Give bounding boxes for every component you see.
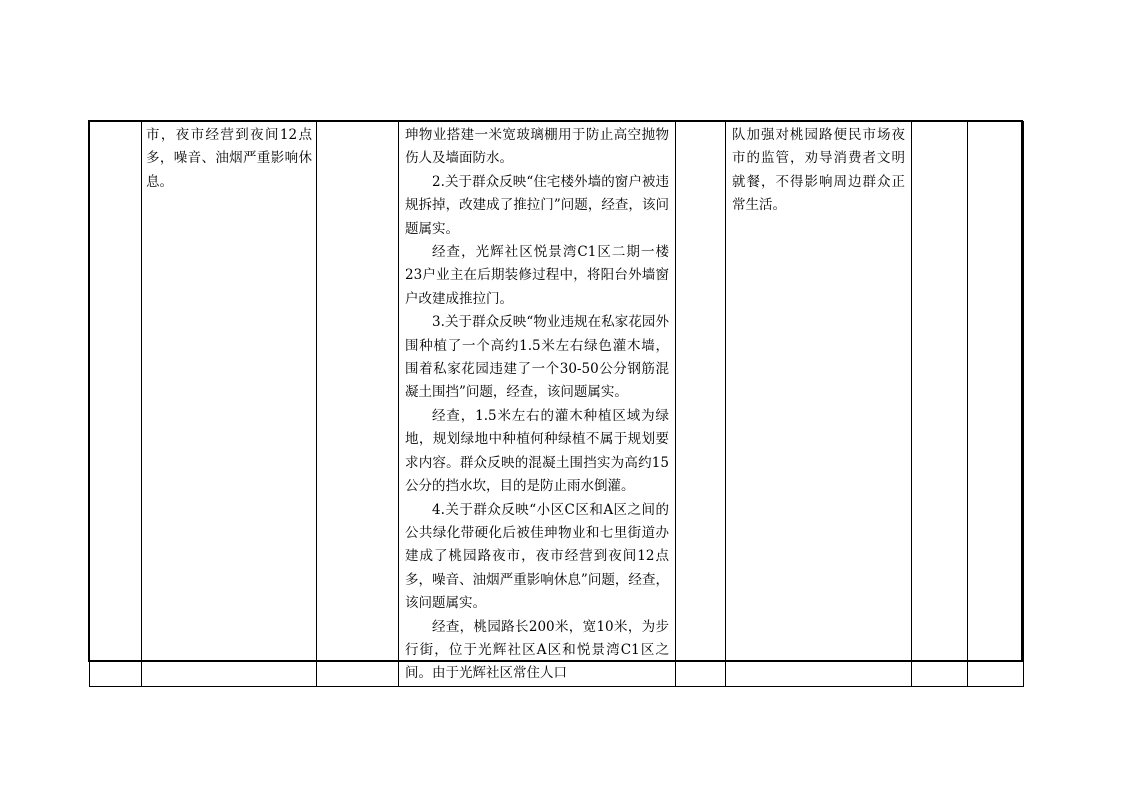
cell-rectification [726, 122, 912, 687]
complaint-table [89, 121, 1024, 687]
investigation-paragraph: 4.关于群众反映“小区C区和A区之间的公共绿化带硬化后被佳珅物业和七里街道办建成了桃园路夜市，夜市经营到夜间12点多，噪音、油烟严重影响休息”问题，经查，该问题属实。 [405, 501, 669, 612]
investigation-paragraph: 珅物业搭建一米宽玻璃棚用于防止高空抛物伤人及墙面防水。 [405, 127, 669, 167]
cell-index [90, 122, 142, 687]
cell-category [317, 122, 399, 687]
investigation-paragraph: 经查，1.5米左右的灌木种植区域为绿地，规划绿地中种植何种绿植不属于规划要求内容。群众反映的混凝土围挡实为高约15公分的挡水坎，目的是防止雨水倒灌。 [405, 407, 669, 495]
cell-investigation [399, 122, 676, 687]
investigation-paragraph: 3.关于群众反映“物业违规在私家花园外围种植了一个高约1.5米左右绿色灌木墙，围着私家花园违建了一个30-50公分钢筋混凝土围挡”问题，经查，该问题属实。 [405, 314, 669, 401]
cell-complaint [142, 122, 317, 687]
investigation-paragraph: 经查，光辉社区悦景湾C1区二期一楼23户业主在后期装修过程中，将阳台外墙窗户改建成推拉门。 [405, 244, 669, 307]
table-row [90, 122, 1024, 687]
cell-accountability [912, 122, 968, 687]
investigation-paragraph: 2.关于群众反映“住宅楼外墙的窗户被违规拆掉，改建成了推拉门”问题，经查，该问题属实。 [405, 173, 669, 237]
complaint-text: 市，夜市经营到夜间12点多，噪音、油烟严重影响休息。 [146, 127, 312, 190]
cell-remarks [968, 122, 1024, 687]
rectification-text: 队加强对桃园路便民市场夜市的监管，劝导消费者文明就餐，不得影响周边群众正常生活。 [732, 127, 905, 214]
cell-status [676, 122, 726, 687]
investigation-paragraph: 经查，桃园路长200米，宽10米，为步行街，位于光辉社区A区和悦景湾C1区之间。由于光辉社区常住人口 [405, 618, 669, 682]
